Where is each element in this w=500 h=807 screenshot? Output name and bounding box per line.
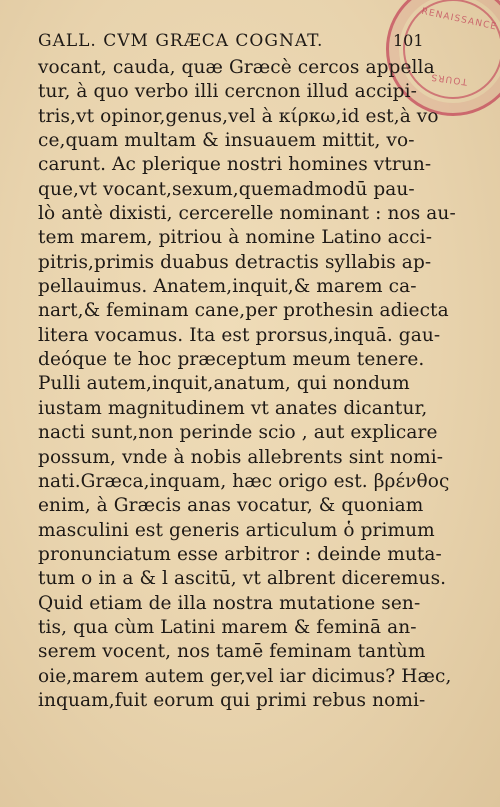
text-line: ce,quam multam & insuauem mittit, vo- [38,130,415,152]
text-line: serem vocent, nos tamē feminam tantùm [38,641,426,663]
text-line: vocant, cauda, quæ Græcè cercos appella [38,57,435,78]
running-head: GALL. CVM GRÆCA COGNAT. [38,31,324,51]
text-line: tum o in a & l ascitū, vt albrent diceremus. [38,568,447,590]
text-line: nacti sunt,non perinde scio , aut explicare [38,422,438,444]
text-line: que,vt vocant,sexum,quemadmodū pau- [38,178,415,200]
text-line: tur, à quo verbo illi cercnon illud accipi- [38,81,417,103]
text-line: pitris,primis duabus detractis syllabis ap- [38,251,432,273]
text-line: tris,vt opinor,genus,vel à κίρκω,id est,à vo [38,105,439,127]
text-line: masculini est generis articulum ὁ primum [38,519,435,541]
text-line: nati.Græca,inquam, hæc origo est. βρένθος [38,470,450,492]
text-line: tem marem, pitriou à nomine Latino acci- [38,227,433,249]
text-line: deóque te hoc præceptum meum tenere. [38,349,425,371]
text-line: lò antè dixisti, cercerelle nominant : nos au- [38,203,456,225]
text-line: pronunciatum esse arbitror : deinde muta- [38,543,442,565]
text-line: oie,marem autem ger,vel iar dicimus? Hæc, [38,665,452,687]
stamp-text-bottom: TOURS [429,71,468,87]
text-line: Pulli autem,inquit,anatum, qui nondum [38,373,410,395]
text-line: nart,& feminam cane,per prothesin adiecta [38,300,449,322]
text-line: pellauimus. Anatem,inquit,& marem ca- [38,276,417,298]
text-line: tis, qua cùm Latini marem & feminā an- [38,616,417,638]
text-line: carunt. Ac plerique nostri homines vtrun- [38,154,432,176]
text-line: possum, vnde à nobis allebrents sint nomi- [38,446,444,468]
stamp-text-top: RENAISSANCE [420,6,499,33]
text-line: litera vocamus. Ita est prorsus,inquā. gau- [38,324,441,346]
text-line: Quid etiam de illa nostra mutatione sen- [38,592,421,614]
text-line: inquam,fuit eorum qui primi rebus nomi- [38,689,426,711]
page-number: 101 [393,31,424,50]
text-line: iustam magnitudinem vt anates dicantur, [38,397,428,419]
text-line: enim, à Græcis anas vocatur, & quoniam [38,495,424,517]
